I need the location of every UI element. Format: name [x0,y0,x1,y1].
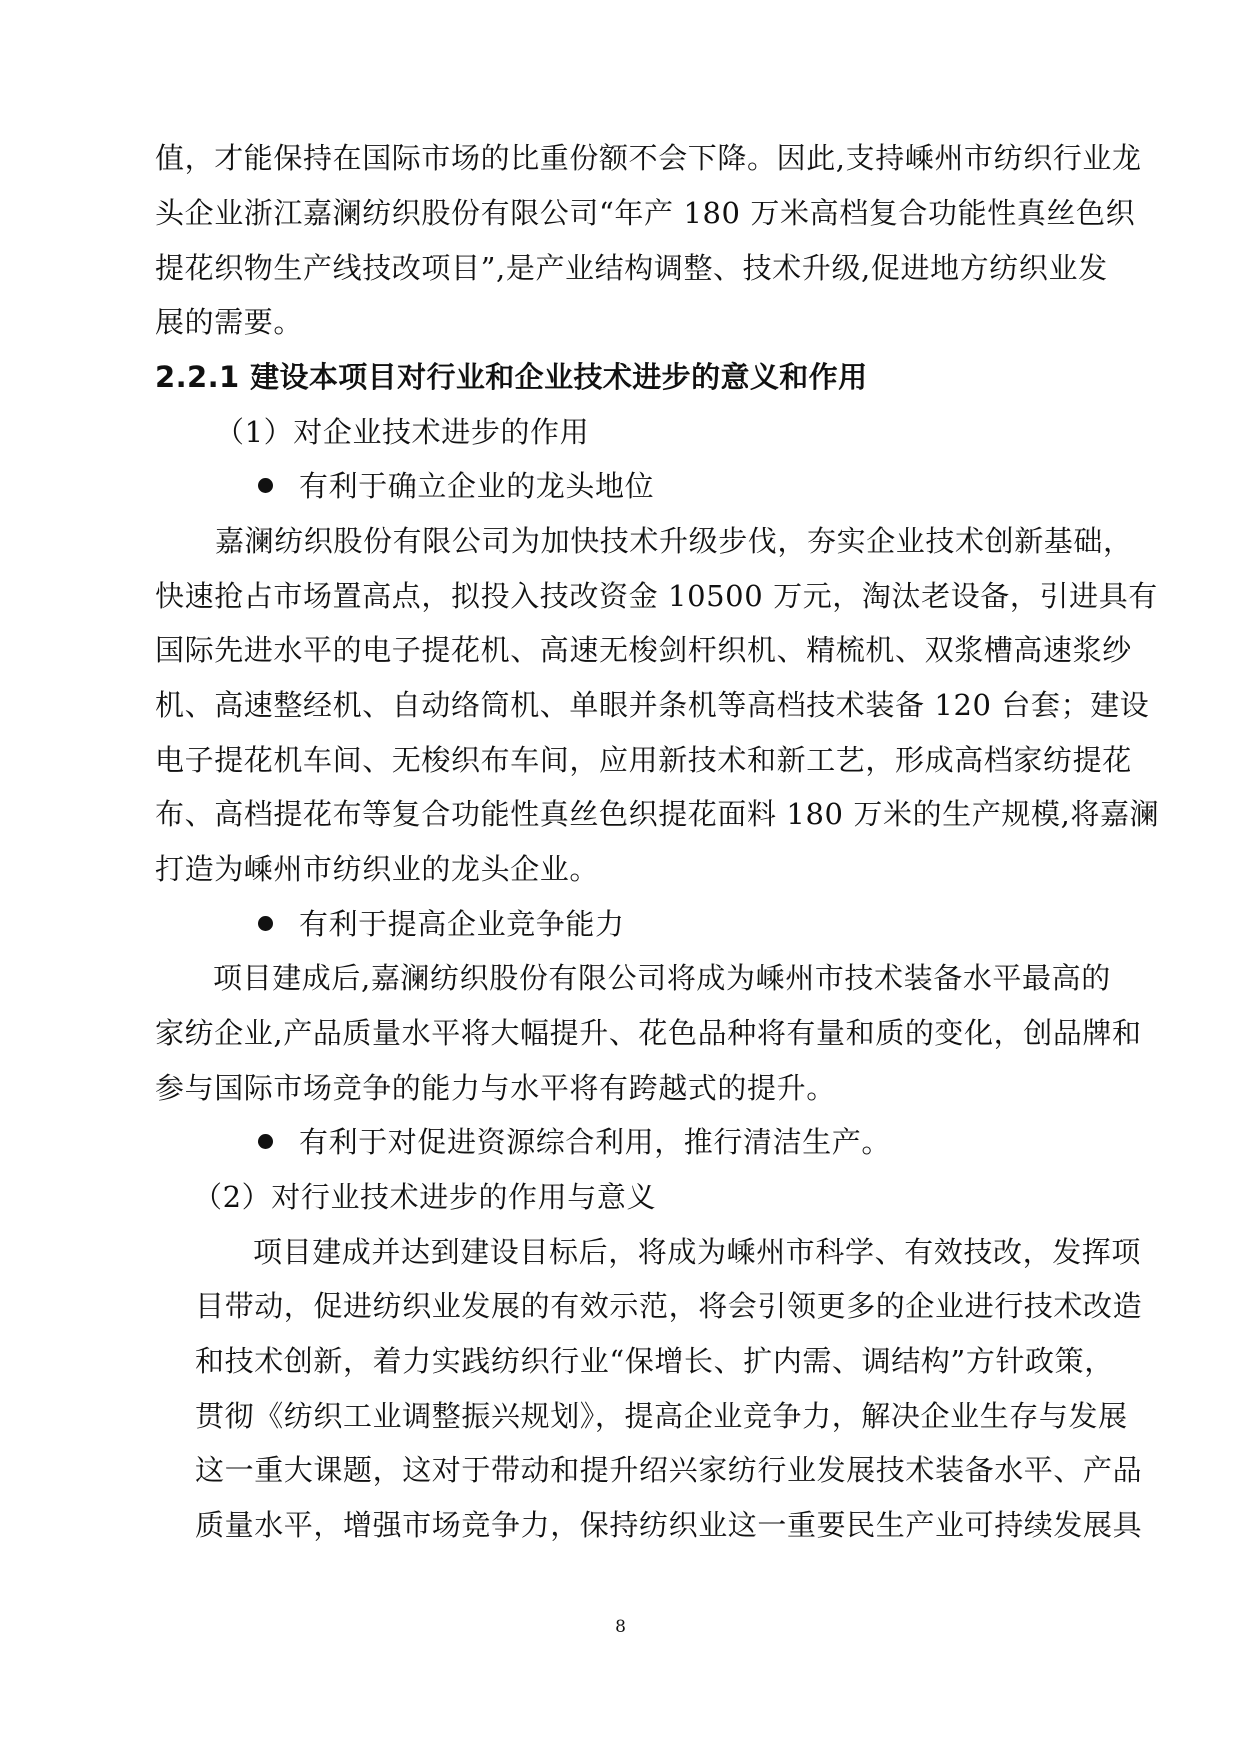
body-line: 项目建成后,嘉澜纺织股份有限公司将成为嵊州市技术装备水平最高的 [213,961,1111,995]
body-line: 布、高档提花布等复合功能性真丝色织提花面料 180 万米的生产规模,将嘉澜 [155,797,1160,831]
body-line: 参与国际市场竞争的能力与水平将有跨越式的提升。 [155,1071,836,1105]
body-line: 电子提花机车间、无梭织布车间，应用新技术和新工艺，形成高档家纺提花 [155,743,1132,777]
bullet-text: 有利于确立企业的龙头地位 [299,469,655,503]
body-line: 家纺企业,产品质量水平将大幅提升、花色品种将有量和质的变化，创品牌和 [155,1016,1142,1050]
body-line: 国际先进水平的电子提花机、高速无梭剑杆织机、精梳机、双浆槽高速浆纱 [155,633,1132,667]
bullet-icon [258,1134,273,1149]
body-line: 贯彻《纺织工业调整振兴规划》，提高企业竞争力，解决企业生存与发展 [195,1399,1128,1433]
body-line: 快速抢占市场置高点，拟投入技改资金 10500 万元，淘汰老设备，引进具有 [155,579,1158,613]
body-line: 打造为嵊州市纺织业的龙头企业。 [155,852,600,886]
body-line: 头企业浙江嘉澜纺织股份有限公司“年产 180 万米高档复合功能性真丝色织 [155,196,1136,230]
page-number: 8 [615,1617,626,1637]
body-line: 值，才能保持在国际市场的比重份额不会下降。因此,支持嵊州市纺织行业龙 [155,141,1142,175]
body-line: 项目建成并达到建设目标后，将成为嵊州市科学、有效技改，发挥项 [253,1235,1142,1269]
bullet-item [258,466,654,506]
body-line: 嘉澜纺织股份有限公司为加快技术升级步伐，夯实企业技术创新基础， [215,524,1133,558]
body-line: 和技术创新，着力实践纺织行业“保增长、扩内需、调结构”方针政策， [195,1344,1114,1378]
subsection-title: （2）对行业技术进步的作用与意义 [193,1180,657,1214]
body-line: 展的需要。 [155,305,304,339]
body-line: 提花织物生产线技改项目”,是产业结构调整、技术升级,促进地方纺织业发 [155,251,1108,285]
bullet-item [258,1122,891,1162]
body-line: 机、高速整经机、自动络筒机、单眼并条机等高档技术装备 120 台套；建设 [155,688,1150,722]
subsection-title: （1）对企业技术进步的作用 [215,415,590,449]
bullet-text: 有利于对促进资源综合利用，推行清洁生产。 [299,1125,892,1159]
bullet-icon [258,478,273,493]
body-line: 这一重大课题，这对于带动和提升绍兴家纺行业发展技术装备水平、产品 [195,1453,1143,1487]
bullet-icon [258,916,273,931]
section-heading: 2.2.1 建设本项目对行业和企业技术进步的意义和作用 [155,360,868,394]
bullet-item [258,904,625,944]
body-line: 目带动，促进纺织业发展的有效示范，将会引领更多的企业进行技术改造 [195,1289,1143,1323]
body-line: 质量水平，增强市场竞争力，保持纺织业这一重要民生产业可持续发展具 [195,1508,1143,1542]
bullet-text: 有利于提高企业竞争能力 [299,907,625,941]
